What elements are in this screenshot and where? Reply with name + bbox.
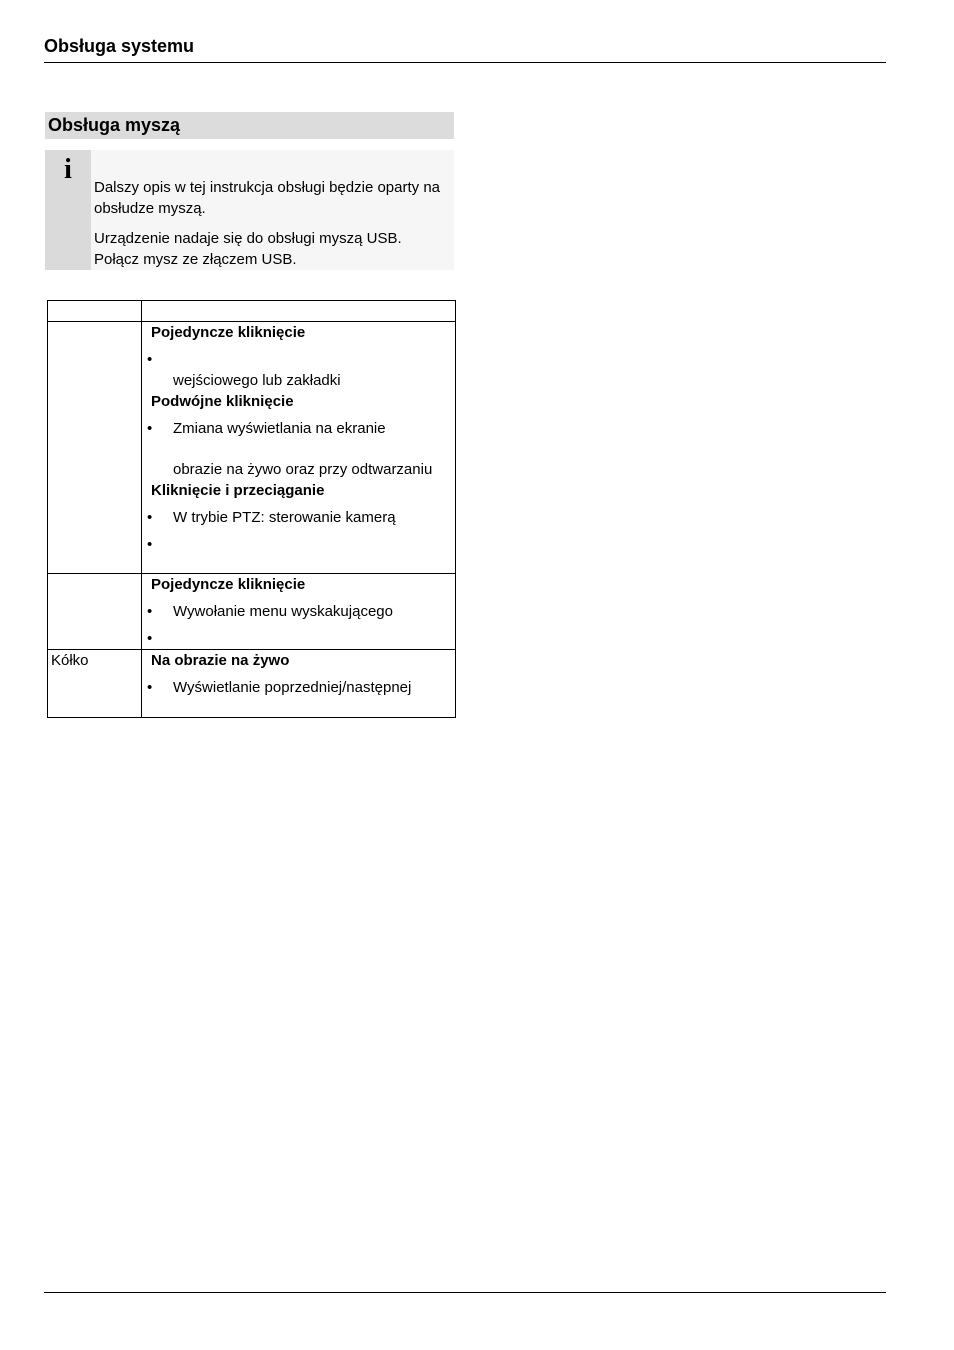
table-row-description <box>142 574 456 650</box>
info-icon: i <box>64 154 72 185</box>
table-row-description <box>142 322 456 574</box>
table-row <box>48 574 456 650</box>
table-row-key <box>48 322 142 574</box>
action-title: Pojedyncze kliknięcie <box>151 576 306 593</box>
list-item-continuation: wejściowego lub zakładki <box>173 372 341 389</box>
bullet-icon: • <box>147 630 153 647</box>
list-item: • W trybie PTZ: sterowanie kamerą <box>147 509 396 526</box>
footer-divider <box>44 1292 886 1293</box>
section-title: Obsługa myszą <box>45 112 454 139</box>
action-title: Na obrazie na żywo <box>151 652 290 669</box>
note-paragraph-1: Dalszy opis w tej instrukcja obsługi będzie oparty na obsłudze myszą. <box>94 179 441 217</box>
action-title: Pojedyncze kliknięcie <box>151 324 306 341</box>
bullet-icon: • <box>147 420 153 437</box>
list-item: • Wyświetlanie poprzedniej/następnej <box>147 679 412 696</box>
bullet-icon: • <box>147 603 153 620</box>
page-header-title: Obsługa systemu <box>44 36 195 56</box>
info-note <box>45 150 454 270</box>
info-note-icon-column <box>45 150 91 270</box>
bullet-icon: • <box>147 509 153 526</box>
action-title: Podwójne kliknięcie <box>151 393 294 410</box>
action-title: Kliknięcie i przeciąganie <box>151 482 325 499</box>
header-divider <box>44 62 886 63</box>
list-item-continuation: obrazie na żywo oraz przy odtwarzaniu <box>173 461 433 478</box>
list-item: • Zmiana wyświetlania na ekranie <box>147 420 386 437</box>
list-item: • Wywołanie menu wyskakującego <box>147 603 393 620</box>
table-row-key: Kółko <box>48 650 142 718</box>
table-header-cell <box>48 301 142 322</box>
bullet-icon: • <box>147 536 153 553</box>
table-row-key <box>48 574 142 650</box>
list-item <box>142 628 455 649</box>
list-item <box>142 534 455 555</box>
mouse-actions-table <box>47 300 456 718</box>
table-row-description <box>142 650 456 718</box>
table-header-row <box>48 301 456 322</box>
bullet-icon: • <box>147 679 153 696</box>
note-paragraph-2: Urządzenie nadaje się do obsługi myszą USB. Połącz mysz ze złączem USB. <box>94 230 402 268</box>
list-item <box>142 349 455 370</box>
bullet-icon: • <box>147 351 153 368</box>
table-row <box>48 322 456 574</box>
table-row <box>48 650 456 718</box>
table-header-cell <box>142 301 456 322</box>
